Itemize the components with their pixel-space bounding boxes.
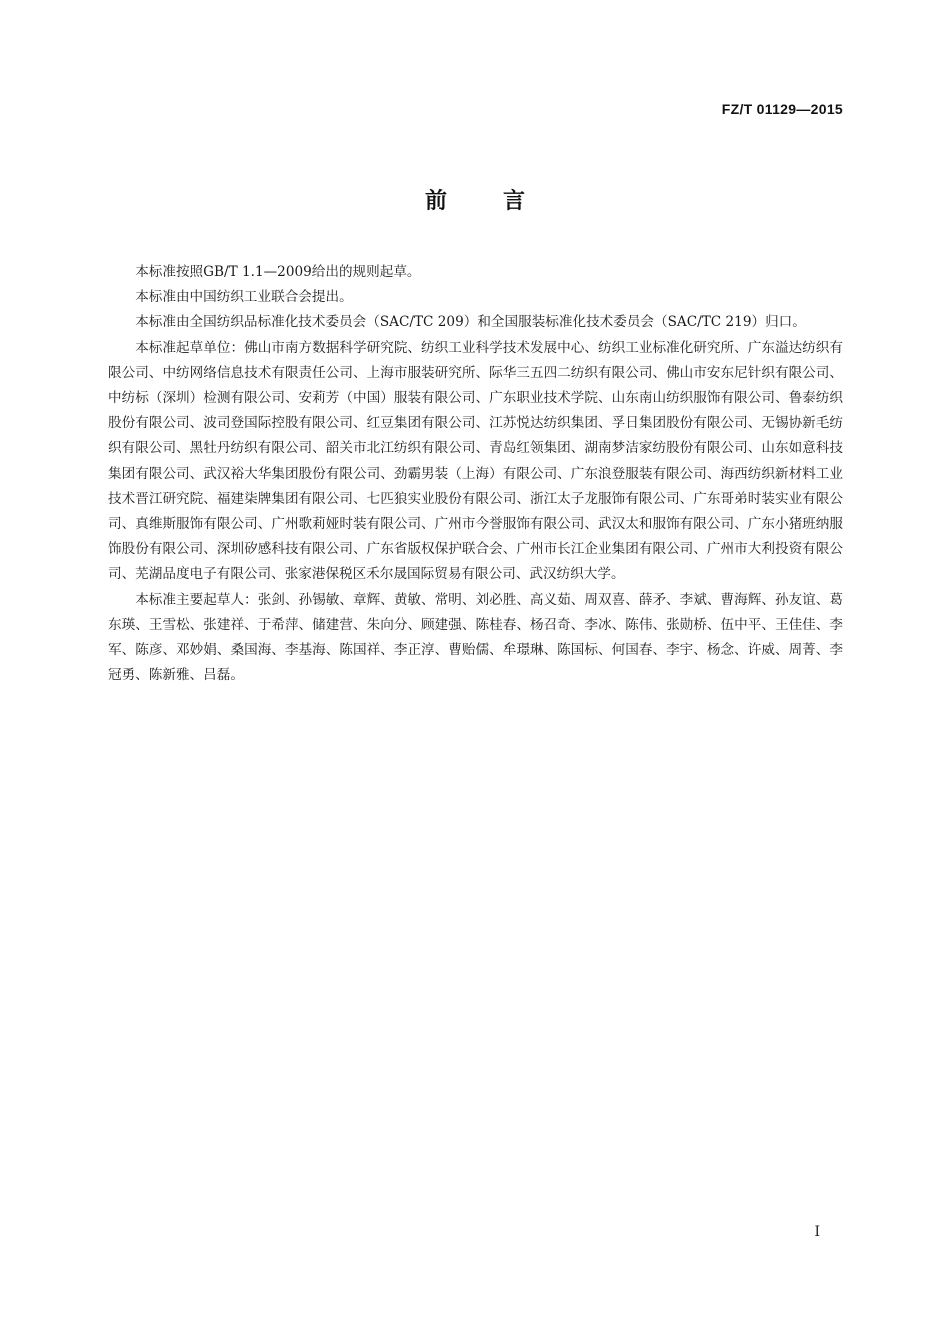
paragraph-drafters: 本标准主要起草人：张剑、孙锡敏、章辉、黄敏、常明、刘必胜、高义茹、周双喜、薛矛、李斌、曹海辉、孙友谊、葛东瑛、王雪松、张建祥、于希萍、储建营、朱向分、顾建强、陈桂春、杨召奇、李冰、陈伟、张勋桥、伍中平、王佳佳、李军、陈彦、邓妙娟、桑国海、李基海、陈国祥、李正淳、曹贻儒、牟璟琳、陈国标、何国春、李宇、杨念、许威、周菁、李冠勇、陈新雅、吕磊。 xyxy=(108,591,843,684)
paragraph-administration: 本标准由全国纺织品标准化技术委员会（SAC/TC 209）和全国服装标准化技术委员会（SAC/TC 219）归口。 xyxy=(135,314,806,331)
foreword-body xyxy=(108,260,843,688)
paragraph-proposer: 本标准由中国纺织工业联合会提出。 xyxy=(135,289,353,306)
page-title: 前言 xyxy=(424,189,581,214)
standard-number: FZ/T 01129—2015 xyxy=(721,101,843,117)
paragraph-drafting-rules: 本标准按照GB/T 1.1—2009给出的规则起草。 xyxy=(135,264,421,280)
page-number: I xyxy=(814,1224,820,1240)
paragraph-drafting-units: 本标准起草单位：佛山市南方数据科学研究院、纺织工业科学技术发展中心、纺织工业标准化研究所、广东溢达纺织有限公司、中纺网络信息技术有限责任公司、上海市服装研究所、际华三五四二纺织有限公司、佛山市安东尼针织有限公司、中纺标（深圳）检测有限公司、安莉芳（中国）服装有限公司、广东职业技术学院、山东南山纺织服饰有限公司、鲁泰纺织股份有限公司、波司登国际控股有限公司、红豆集团有限公司、江苏悦达纺织集团、孚日集团股份有限公司、无锡协新毛纺织有限公司、黑牡丹纺织有限公司、韶关市北江纺织有限公司、青岛红领集团、湖南梦洁家纺股份有限公司、山东如意科技集团有限公司、武汉裕大华集团股份有限公司、劲霸男装（上海）有限公司、广东浪登服装有限公司、海西纺织新材料工业技术晋江研究院、福建柒牌集团有限公司、七匹狼实业股份有限公司、浙江太子龙服饰有限公司、广东哥弟时装实业有限公司、真维斯服饰有限公司、广州歌莉娅时装有限公司、广州市今誉服饰有限公司、武汉太和服饰有限公司、广东小猪班纳服饰股份有限公司、深圳矽感科技有限公司、广东省版权保护联合会、广州市长江企业集团有限公司、广州市大利投资有限公司、芜湖品度电子有限公司、张家港保税区禾尔晟国际贸易有限公司、武汉纺织大学。 xyxy=(108,339,843,583)
